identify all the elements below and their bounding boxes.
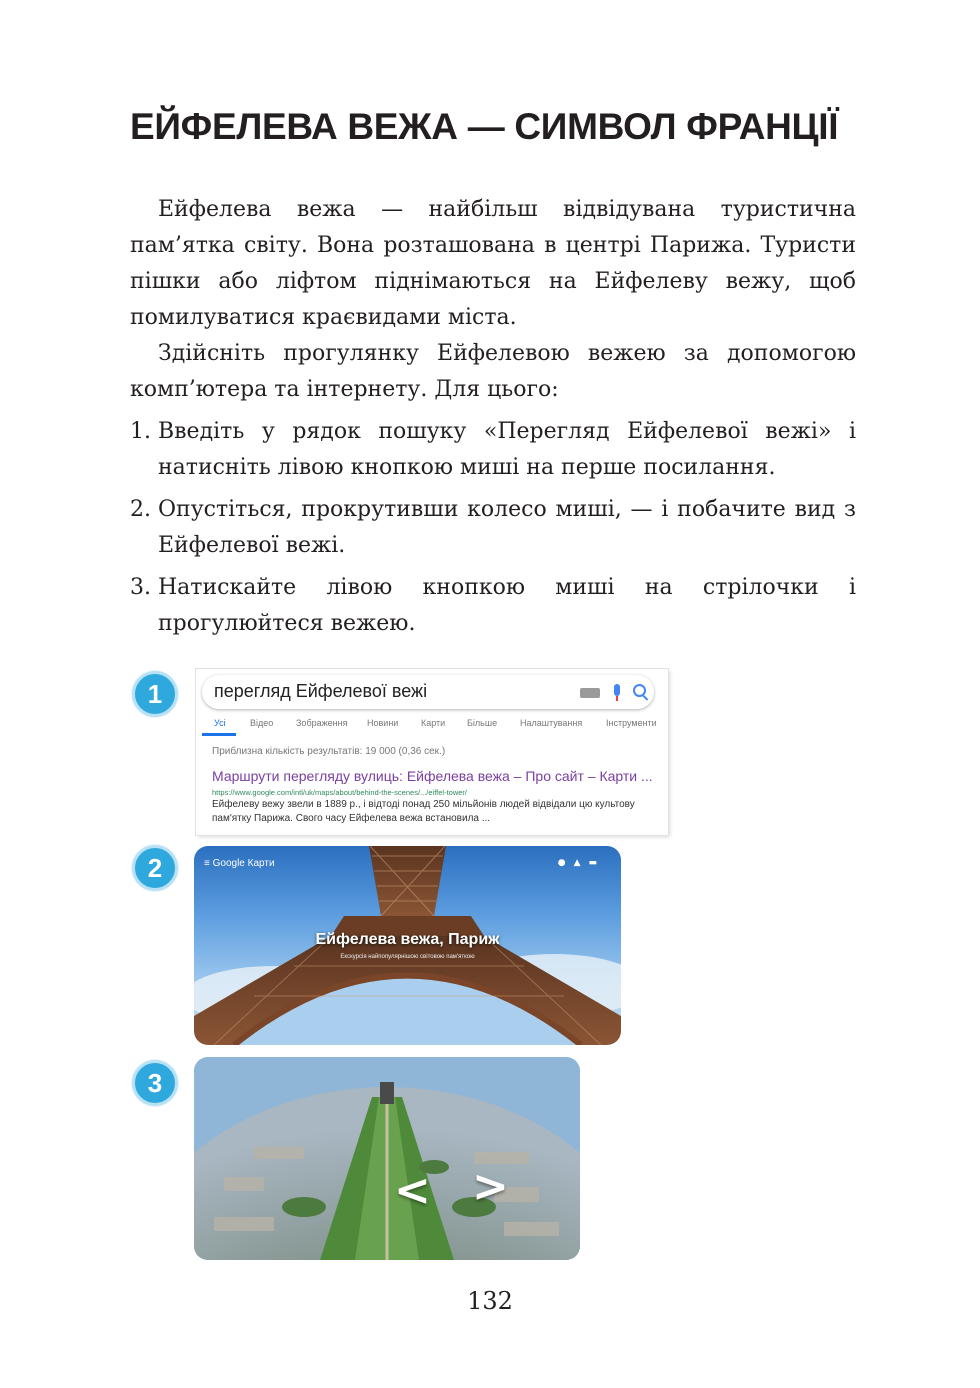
step-badge-2: 2 bbox=[132, 845, 178, 891]
page-number: 132 bbox=[467, 1287, 513, 1315]
tab-images[interactable]: Зображення bbox=[296, 718, 348, 728]
search-icon[interactable] bbox=[633, 684, 646, 697]
result-snippet: Ейфелеву вежу звели в 1889 р., і відтоді понад 250 мільйонів людей відвідали цю культову пам'ятку Парижа. Свого часу Ейфелева вежа встановила ... bbox=[212, 799, 635, 824]
tower-view-screenshot bbox=[194, 846, 621, 1045]
tab-news[interactable]: Новини bbox=[367, 718, 399, 728]
desktop-icon[interactable]: ▬ bbox=[588, 858, 605, 868]
steps-list bbox=[130, 414, 856, 648]
result-url[interactable]: https://www.google.com/intl/uk/maps/about/behind-the-scenes/.../eiffel-tower/ bbox=[212, 788, 467, 797]
search-tabs bbox=[204, 718, 664, 736]
step-badge-3: 3 bbox=[132, 1060, 178, 1106]
step-text: Введіть у рядок пошуку «Перегляд Ейфелевої вежі» і натисніть лівою кнопкою миші на перше посилання. bbox=[158, 419, 856, 480]
result-title-link[interactable]: Маршрути перегляду вулиць: Ейфелева вежа – Про сайт – Карти ... bbox=[212, 768, 653, 784]
google-maps-label[interactable]: ≡ Google Карти bbox=[204, 858, 275, 869]
step-item bbox=[130, 414, 856, 486]
tab-tools[interactable]: Інструменти bbox=[606, 718, 657, 728]
tab-video[interactable]: Відео bbox=[250, 718, 274, 728]
step-item bbox=[130, 492, 856, 564]
place-subtitle: Екскурсія найпопулярнішою світовою пам'яткою bbox=[340, 954, 475, 960]
step-number: 3. bbox=[130, 575, 151, 600]
left-arrow-icon[interactable]: < bbox=[394, 1165, 431, 1216]
step-text: Натискайте лівою кнопкою миші на стрілочки і прогулюйтеся вежею. bbox=[158, 575, 856, 636]
intro-paragraph: Ейфелева вежа — найбільш відвідувана туристична пам’ятка світу. Вона розташована в центрі Парижа. Туристи пішки або ліфтом піднімаються на Ейфелеву вежу, щоб помилуватися краєвидами міста. bbox=[130, 197, 856, 330]
tab-maps[interactable]: Карти bbox=[421, 718, 446, 728]
panorama-screenshot bbox=[194, 1057, 580, 1260]
tab-settings[interactable]: Налаштування bbox=[520, 718, 583, 728]
apple-icon[interactable]: ● bbox=[557, 858, 574, 868]
right-arrow-icon[interactable]: > bbox=[472, 1161, 509, 1212]
search-bar[interactable] bbox=[202, 675, 654, 709]
keyboard-icon[interactable] bbox=[580, 688, 600, 698]
app-icons bbox=[558, 858, 605, 868]
tab-all[interactable]: Усі bbox=[214, 718, 226, 728]
step-number: 1. bbox=[130, 419, 151, 444]
step-number: 2. bbox=[130, 497, 151, 522]
city-panorama-image bbox=[194, 1057, 580, 1260]
instruction-paragraph: Здійсніть прогулянку Ейфелевою вежею за допомогою комп’ютера та інтернету. Для цього: bbox=[130, 341, 856, 402]
active-tab-indicator bbox=[202, 733, 236, 736]
step-badge-1: 1 bbox=[132, 671, 178, 717]
place-title: Ейфелева вежа, Париж bbox=[315, 931, 500, 948]
page-title: ЕЙФЕЛЕВА ВЕЖА — СИМВОЛ ФРАНЦІЇ bbox=[130, 106, 839, 147]
result-stats: Приблизна кількість результатів: 19 000 (0,36 сек.) bbox=[212, 746, 446, 757]
tab-more[interactable]: Більше bbox=[467, 718, 498, 728]
step-text: Опустіться, прокрутивши колесо миші, — і побачите вид з Ейфелевої вежі. bbox=[158, 497, 856, 558]
search-input[interactable]: перегляд Ейфелевої вежі bbox=[214, 681, 428, 701]
microphone-icon[interactable] bbox=[614, 684, 620, 696]
step-item bbox=[130, 570, 856, 642]
android-icon[interactable]: ▲ bbox=[573, 858, 589, 868]
search-screenshot bbox=[196, 669, 668, 835]
